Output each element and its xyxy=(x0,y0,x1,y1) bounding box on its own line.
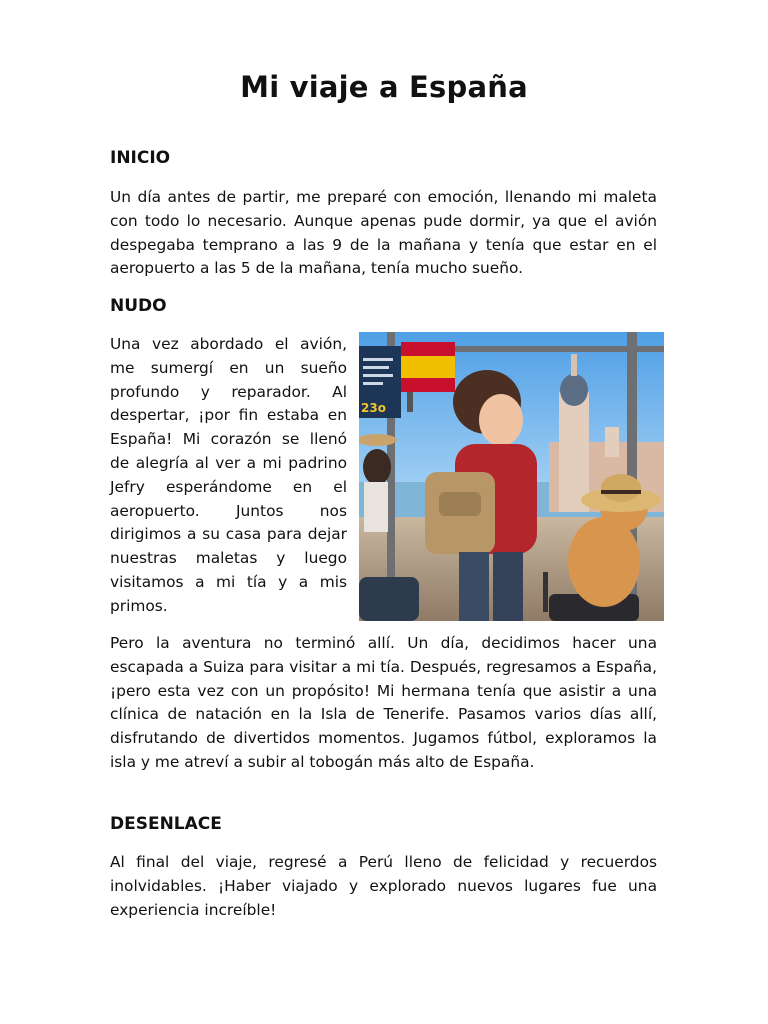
page-title: Mi viaje a España xyxy=(240,70,528,104)
spain-flag xyxy=(401,342,455,356)
heading-inicio: INICIO xyxy=(110,148,171,168)
paragraph-nudo-2: Pero la aventura no terminó allí. Un día, decidimos hacer una escapada a Suiza para visitar a mi tía. Después, regresamos a España, ¡pero esta vez con un propósito! Mi hermana tenía que asistir a una clínica de natación en la Isla de Tenerife. Pasamos varios días allí, disfrutando de divertidos momentos. Jugamos fútbol, exploramos la isla y me atreví a subir al tobogán más alto de España. xyxy=(110,634,657,771)
paragraph-inicio: Un día antes de partir, me preparé con emoción, llenando mi maleta con todo lo necesario. Aunque apenas pude dormir, ya que el avión despegaba temprano a las 9 de la mañana y tenía que estar en el aeropuerto a las 5 de la mañana, tenía mucho sueño. xyxy=(110,188,657,278)
paragraph-nudo-1: Una vez abordado el avión, me sumergí en un sueño profundo y reparador. Al despertar, ¡por fin estaba en España! Mi corazón se llenó de alegría al ver a mi padrino Jefry esperándome en el aeropuerto. Juntos nos dirigimos a su casa para dejar nuestras maletas y luego visitamos a mi tía y a mis primos. xyxy=(110,335,347,615)
heading-nudo: NUDO xyxy=(110,296,167,316)
heading-desenlace: DESENLACE xyxy=(110,814,222,834)
paragraph-desenlace: Al final del viaje, regresé a Perú lleno de felicidad y recuerdos inolvidables. ¡Haber viajado y explorado nuevos lugares fue una experiencia increíble! xyxy=(110,853,657,919)
airport-illustration xyxy=(359,332,664,621)
svg-text:23o: 23o xyxy=(361,401,386,415)
